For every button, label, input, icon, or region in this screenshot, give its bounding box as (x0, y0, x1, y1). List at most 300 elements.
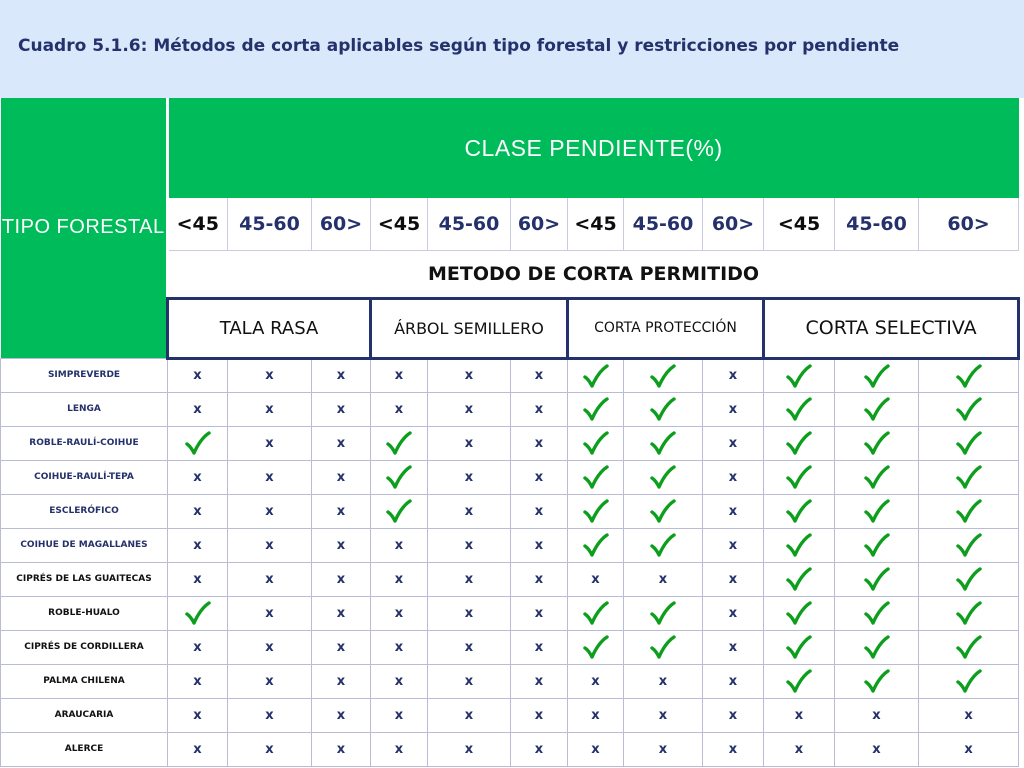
not-allowed-cell (312, 494, 371, 528)
allowed-cell (568, 528, 624, 562)
not-allowed-cell (428, 562, 511, 596)
not-allowed-cell (228, 494, 312, 528)
row-label: ALERCE (1, 732, 168, 766)
x-mark: x (872, 741, 881, 757)
table-row (1, 562, 1019, 596)
slope-header-2: 45-60 (228, 198, 312, 250)
x-mark: x (193, 639, 202, 655)
allowed-cell (764, 358, 835, 392)
slope-header-4: <45 (371, 198, 428, 250)
check-icon (386, 499, 412, 523)
table-row (1, 698, 1019, 732)
allowed-cell (624, 596, 703, 630)
slope-header-7: <45 (568, 198, 624, 250)
x-mark: x (728, 469, 738, 485)
not-allowed-cell (371, 732, 428, 766)
check-icon (864, 567, 890, 591)
check-icon (956, 364, 982, 388)
allowed-cell (764, 528, 835, 562)
x-mark: x (534, 401, 544, 417)
check-icon (864, 397, 890, 421)
slope-header-3: 60> (312, 198, 371, 250)
not-allowed-cell (835, 732, 919, 766)
allowed-cell (764, 426, 835, 460)
not-allowed-cell (228, 562, 312, 596)
method-arbol-semillero: ÁRBOL SEMILLERO (371, 298, 568, 358)
allowed-cell (835, 494, 919, 528)
allowed-cell (919, 494, 1019, 528)
allowed-cell (764, 596, 835, 630)
check-icon (650, 635, 676, 659)
row-label: ARAUCARIA (1, 698, 168, 732)
not-allowed-cell (371, 698, 428, 732)
allowed-cell (919, 528, 1019, 562)
allowed-cell (764, 630, 835, 664)
not-allowed-cell (703, 664, 764, 698)
check-icon (583, 431, 609, 455)
row-label: SIMPREVERDE (1, 358, 168, 392)
row-label: ESCLERÓFICO (1, 494, 168, 528)
not-allowed-cell (168, 358, 228, 392)
x-mark: x (265, 401, 274, 417)
table-row (1, 460, 1019, 494)
check-icon (956, 465, 982, 489)
check-icon (386, 465, 412, 489)
table-row (1, 494, 1019, 528)
allowed-cell (568, 460, 624, 494)
not-allowed-cell (511, 494, 568, 528)
check-icon (583, 533, 609, 557)
not-allowed-cell (511, 460, 568, 494)
row-label: CIPRÉS DE CORDILLERA (1, 630, 168, 664)
not-allowed-cell (168, 562, 228, 596)
check-icon (583, 465, 609, 489)
check-icon (956, 601, 982, 625)
x-mark: x (534, 673, 544, 689)
x-mark: x (794, 707, 804, 723)
method-tala-rasa: TALA RASA (168, 298, 371, 358)
not-allowed-cell (428, 528, 511, 562)
x-mark: x (464, 503, 474, 519)
allowed-cell (835, 426, 919, 460)
x-mark: x (265, 707, 274, 723)
check-icon (864, 364, 890, 388)
not-allowed-cell (511, 562, 568, 596)
not-allowed-cell (228, 732, 312, 766)
check-icon (864, 601, 890, 625)
method-corta-selectiva: CORTA SELECTIVA (764, 298, 1019, 358)
not-allowed-cell (703, 392, 764, 426)
not-allowed-cell (703, 426, 764, 460)
not-allowed-cell (568, 732, 624, 766)
not-allowed-cell (168, 494, 228, 528)
x-mark: x (658, 571, 668, 587)
x-mark: x (728, 605, 738, 621)
not-allowed-cell (703, 460, 764, 494)
not-allowed-cell (312, 426, 371, 460)
check-icon (583, 601, 609, 625)
not-allowed-cell (703, 630, 764, 664)
allowed-cell (168, 426, 228, 460)
x-mark: x (464, 469, 474, 485)
allowed-cell (835, 358, 919, 392)
slope-header-6: 60> (511, 198, 568, 250)
check-icon (864, 669, 890, 693)
x-mark: x (336, 503, 346, 519)
x-mark: x (336, 435, 346, 451)
check-icon (956, 431, 982, 455)
x-mark: x (265, 503, 274, 519)
x-mark: x (464, 401, 474, 417)
x-mark: x (728, 368, 738, 383)
not-allowed-cell (312, 630, 371, 664)
slope-header-10: <45 (764, 198, 835, 250)
x-mark: x (534, 368, 544, 383)
x-mark: x (464, 537, 474, 553)
x-mark: x (265, 435, 274, 451)
x-mark: x (394, 571, 404, 587)
allowed-cell (624, 494, 703, 528)
check-icon (583, 635, 609, 659)
table-row (1, 426, 1019, 460)
not-allowed-cell (168, 698, 228, 732)
not-allowed-cell (511, 630, 568, 664)
allowed-cell (568, 596, 624, 630)
allowed-cell (624, 528, 703, 562)
x-mark: x (534, 605, 544, 621)
not-allowed-cell (511, 698, 568, 732)
not-allowed-cell (228, 426, 312, 460)
not-allowed-cell (428, 630, 511, 664)
slope-header-12: 60> (919, 198, 1019, 250)
not-allowed-cell (919, 732, 1019, 766)
check-icon (650, 397, 676, 421)
check-icon (786, 431, 812, 455)
x-mark: x (394, 368, 404, 383)
x-mark: x (534, 571, 544, 587)
not-allowed-cell (168, 392, 228, 426)
not-allowed-cell (312, 698, 371, 732)
check-icon (956, 499, 982, 523)
check-icon (386, 431, 412, 455)
not-allowed-cell (703, 528, 764, 562)
not-allowed-cell (764, 698, 835, 732)
x-mark: x (336, 707, 346, 723)
not-allowed-cell (428, 732, 511, 766)
not-allowed-cell (703, 358, 764, 392)
not-allowed-cell (428, 664, 511, 698)
allowed-cell (568, 358, 624, 392)
row-label: LENGA (1, 392, 168, 426)
x-mark: x (591, 571, 600, 587)
not-allowed-cell (312, 358, 371, 392)
x-mark: x (336, 537, 346, 553)
x-mark: x (534, 639, 544, 655)
not-allowed-cell (312, 596, 371, 630)
x-mark: x (728, 741, 738, 757)
row-label: ROBLE-RAULÍ-COIHUE (1, 426, 168, 460)
row-label: COIHUE DE MAGALLANES (1, 528, 168, 562)
x-mark: x (794, 741, 804, 757)
allowed-cell (835, 460, 919, 494)
x-mark: x (394, 605, 404, 621)
x-mark: x (394, 673, 404, 689)
allowed-cell (835, 664, 919, 698)
allowed-cell (764, 494, 835, 528)
x-mark: x (534, 469, 544, 485)
allowed-cell (919, 596, 1019, 630)
x-mark: x (658, 673, 668, 689)
not-allowed-cell (428, 596, 511, 630)
allowed-cell (764, 460, 835, 494)
check-icon (650, 499, 676, 523)
allowed-cell (764, 664, 835, 698)
x-mark: x (336, 469, 346, 485)
not-allowed-cell (228, 460, 312, 494)
check-icon (956, 635, 982, 659)
not-allowed-cell (428, 358, 511, 392)
x-mark: x (265, 639, 274, 655)
check-icon (786, 533, 812, 557)
check-icon (956, 567, 982, 591)
x-mark: x (193, 401, 202, 417)
not-allowed-cell (703, 698, 764, 732)
check-icon (786, 601, 812, 625)
x-mark: x (534, 537, 544, 553)
check-icon (185, 601, 211, 625)
x-mark: x (591, 707, 600, 723)
not-allowed-cell (228, 630, 312, 664)
not-allowed-cell (624, 732, 703, 766)
allowed-cell (568, 494, 624, 528)
allowed-cell (764, 562, 835, 596)
allowed-cell (624, 460, 703, 494)
table-row (1, 664, 1019, 698)
x-mark: x (728, 435, 738, 451)
not-allowed-cell (511, 528, 568, 562)
x-mark: x (193, 741, 202, 757)
not-allowed-cell (228, 596, 312, 630)
check-icon (650, 465, 676, 489)
metodo-corta-header: METODO DE CORTA PERMITIDO (168, 250, 1019, 298)
not-allowed-cell (764, 732, 835, 766)
x-mark: x (872, 707, 881, 723)
allowed-cell (919, 426, 1019, 460)
not-allowed-cell (312, 460, 371, 494)
row-label: ROBLE-HUALO (1, 596, 168, 630)
allowed-cell (624, 358, 703, 392)
check-icon (650, 601, 676, 625)
not-allowed-cell (703, 562, 764, 596)
x-mark: x (394, 537, 404, 553)
row-label: CIPRÉS DE LAS GUAITECAS (1, 562, 168, 596)
not-allowed-cell (228, 528, 312, 562)
allowed-cell (919, 358, 1019, 392)
x-mark: x (394, 639, 404, 655)
x-mark: x (193, 571, 202, 587)
x-mark: x (265, 673, 274, 689)
allowed-cell (764, 392, 835, 426)
x-mark: x (193, 368, 202, 383)
not-allowed-cell (703, 494, 764, 528)
allowed-cell (168, 596, 228, 630)
x-mark: x (464, 639, 474, 655)
x-mark: x (265, 571, 274, 587)
x-mark: x (394, 741, 404, 757)
not-allowed-cell (703, 596, 764, 630)
not-allowed-cell (371, 528, 428, 562)
x-mark: x (534, 503, 544, 519)
x-mark: x (728, 503, 738, 519)
x-mark: x (728, 537, 738, 553)
allowed-cell (835, 392, 919, 426)
slope-header-1: <45 (168, 198, 228, 250)
x-mark: x (265, 537, 274, 553)
not-allowed-cell (371, 358, 428, 392)
not-allowed-cell (371, 664, 428, 698)
x-mark: x (265, 368, 274, 383)
not-allowed-cell (511, 732, 568, 766)
x-mark: x (265, 741, 274, 757)
not-allowed-cell (312, 562, 371, 596)
allowed-cell (919, 460, 1019, 494)
slope-header-9: 60> (703, 198, 764, 250)
not-allowed-cell (312, 732, 371, 766)
slope-header-8: 45-60 (624, 198, 703, 250)
x-mark: x (193, 469, 202, 485)
not-allowed-cell (428, 698, 511, 732)
x-mark: x (193, 707, 202, 723)
allowed-cell (919, 630, 1019, 664)
not-allowed-cell (624, 664, 703, 698)
x-mark: x (193, 673, 202, 689)
x-mark: x (394, 707, 404, 723)
allowed-cell (568, 426, 624, 460)
not-allowed-cell (228, 664, 312, 698)
x-mark: x (464, 571, 474, 587)
table-row (1, 358, 1019, 392)
x-mark: x (265, 605, 274, 621)
check-icon (786, 465, 812, 489)
clase-pendiente-header: CLASE PENDIENTE(%) (168, 98, 1019, 198)
not-allowed-cell (168, 460, 228, 494)
x-mark: x (964, 707, 973, 723)
table-row (1, 630, 1019, 664)
check-icon (864, 533, 890, 557)
x-mark: x (964, 741, 973, 757)
allowed-cell (371, 494, 428, 528)
check-icon (650, 431, 676, 455)
x-mark: x (265, 469, 274, 485)
x-mark: x (728, 673, 738, 689)
not-allowed-cell (919, 698, 1019, 732)
allowed-cell (919, 562, 1019, 596)
allowed-cell (624, 630, 703, 664)
allowed-cell (624, 392, 703, 426)
not-allowed-cell (371, 562, 428, 596)
not-allowed-cell (568, 664, 624, 698)
not-allowed-cell (371, 630, 428, 664)
allowed-cell (568, 630, 624, 664)
allowed-cell (835, 528, 919, 562)
x-mark: x (658, 707, 668, 723)
x-mark: x (534, 435, 544, 451)
check-icon (956, 397, 982, 421)
allowed-cell (835, 562, 919, 596)
table-row (1, 528, 1019, 562)
not-allowed-cell (511, 664, 568, 698)
x-mark: x (658, 741, 668, 757)
x-mark: x (336, 639, 346, 655)
not-allowed-cell (312, 528, 371, 562)
x-mark: x (534, 741, 544, 757)
not-allowed-cell (228, 698, 312, 732)
check-icon (864, 465, 890, 489)
x-mark: x (336, 605, 346, 621)
check-icon (786, 567, 812, 591)
check-icon (583, 364, 609, 388)
check-icon (786, 635, 812, 659)
x-mark: x (534, 707, 544, 723)
not-allowed-cell (703, 732, 764, 766)
slope-header-5: 45-60 (428, 198, 511, 250)
check-icon (864, 499, 890, 523)
not-allowed-cell (168, 630, 228, 664)
allowed-cell (371, 460, 428, 494)
check-icon (864, 635, 890, 659)
allowed-cell (371, 426, 428, 460)
table-row (1, 732, 1019, 766)
not-allowed-cell (568, 562, 624, 596)
methods-table (0, 98, 1020, 767)
not-allowed-cell (428, 460, 511, 494)
not-allowed-cell (428, 494, 511, 528)
x-mark: x (336, 673, 346, 689)
allowed-cell (568, 392, 624, 426)
check-icon (956, 533, 982, 557)
x-mark: x (591, 741, 600, 757)
x-mark: x (728, 639, 738, 655)
not-allowed-cell (228, 392, 312, 426)
not-allowed-cell (835, 698, 919, 732)
x-mark: x (464, 741, 474, 757)
not-allowed-cell (624, 698, 703, 732)
row-label: PALMA CHILENA (1, 664, 168, 698)
tipo-forestal-header: TIPO FORESTAL (1, 98, 168, 358)
x-mark: x (728, 401, 738, 417)
not-allowed-cell (168, 528, 228, 562)
x-mark: x (464, 707, 474, 723)
x-mark: x (336, 741, 346, 757)
allowed-cell (919, 392, 1019, 426)
not-allowed-cell (371, 596, 428, 630)
not-allowed-cell (312, 664, 371, 698)
allowed-cell (835, 596, 919, 630)
check-icon (650, 364, 676, 388)
check-icon (185, 431, 211, 455)
not-allowed-cell (312, 392, 371, 426)
not-allowed-cell (511, 392, 568, 426)
x-mark: x (336, 401, 346, 417)
x-mark: x (394, 401, 404, 417)
table-row (1, 596, 1019, 630)
check-icon (583, 499, 609, 523)
check-icon (956, 669, 982, 693)
slope-header-11: 45-60 (835, 198, 919, 250)
not-allowed-cell (568, 698, 624, 732)
not-allowed-cell (228, 358, 312, 392)
allowed-cell (919, 664, 1019, 698)
